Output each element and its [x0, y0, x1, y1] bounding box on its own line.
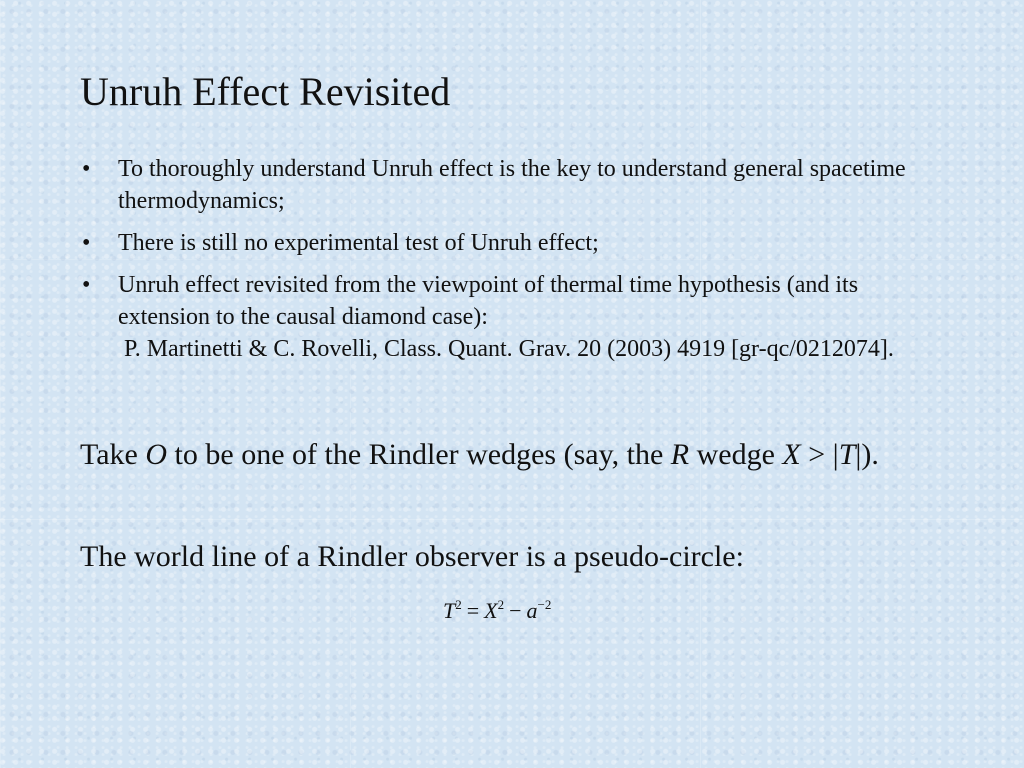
eq-a-exponent: −2 [537, 597, 552, 612]
variable-t: T [838, 438, 856, 471]
bullet-icon: • [82, 230, 91, 256]
reference-citation: P. Martinetti & C. Rovelli, Class. Quant. Grav. 20 (2003) 4919 [gr-qc/0212074]. [124, 336, 894, 362]
variable-r: R [670, 438, 690, 471]
eq-t: T [443, 598, 456, 623]
text-run: > [800, 438, 833, 471]
text-run: wedge [689, 438, 783, 471]
list-item [80, 153, 940, 217]
text-run: |). [855, 438, 879, 471]
eq-minus: − [509, 598, 522, 623]
slide-title: Unruh Effect Revisited [80, 69, 451, 114]
text-run: to be one of the Rindler wedges (say, the [167, 438, 671, 471]
eq-t-exponent: 2 [455, 597, 462, 612]
list-item [80, 269, 940, 365]
eq-x-exponent: 2 [497, 597, 505, 612]
variable-o: O [145, 438, 168, 471]
bullet-icon: • [82, 156, 91, 182]
variable-x: X [782, 438, 801, 471]
eq-a: a [526, 598, 538, 623]
bullet-icon: • [82, 272, 91, 298]
world-line-paragraph: The world line of a Rindler observer is a pseudo-circle: [80, 540, 744, 573]
eq-equals: = [466, 598, 480, 623]
pseudo-circle-equation [443, 596, 551, 626]
bullet-text: Unruh effect revisited from the viewpoint of thermal time hypothesis (and its extension to the causal diamond case): [118, 272, 859, 330]
text-run: Take [80, 438, 146, 471]
bullet-text: There is still no experimental test of Unruh effect; [118, 230, 599, 256]
bullet-text: To thoroughly understand Unruh effect is the key to understand general spacetime thermodynamics; [118, 156, 906, 214]
eq-x: X [484, 598, 498, 623]
bullet-list [80, 153, 940, 375]
rindler-wedge-paragraph [80, 435, 950, 475]
text-run: | [832, 438, 839, 471]
list-item [80, 227, 940, 259]
